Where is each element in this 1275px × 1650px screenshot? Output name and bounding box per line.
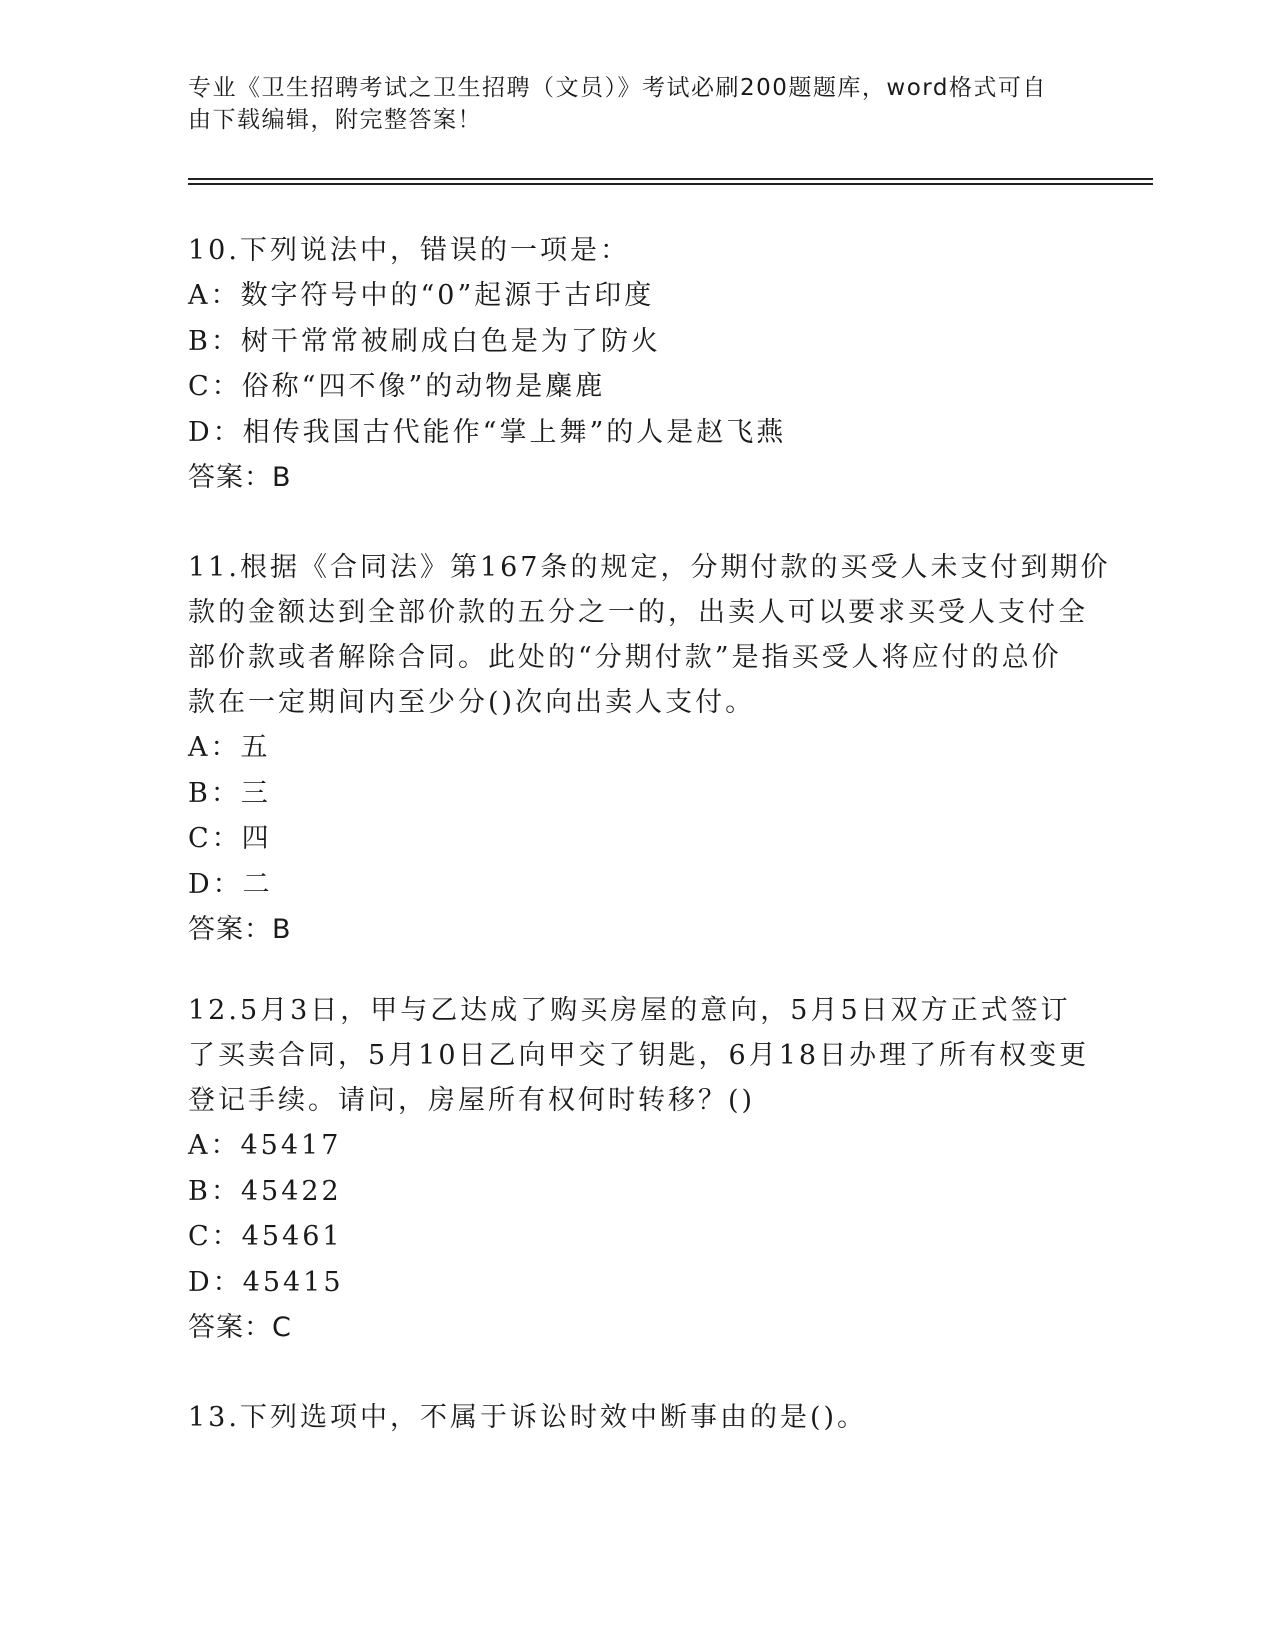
answer: 答案：B	[188, 914, 292, 945]
question-11	[188, 545, 1111, 953]
question-12	[188, 988, 1088, 1351]
question-text: 12.5月3日，甲与乙达成了购买房屋的意向，5月5日双方正式签订	[188, 995, 1071, 1026]
option-d: D：二	[188, 868, 273, 900]
option-a: A：数字符号中的“0”起源于古印度	[188, 280, 655, 311]
answer: 答案：B	[188, 462, 292, 493]
header-line-1: 专业《卫生招聘考试之卫生招聘（文员）》考试必刷200题题库，word格式可自	[188, 75, 1047, 101]
answer: 答案：C	[188, 1312, 292, 1343]
header-divider-top	[188, 178, 1153, 180]
option-d: D：45415	[188, 1266, 344, 1298]
question-text: 10.下列说法中，错误的一项是：	[188, 235, 630, 266]
option-c: C：俗称“四不像”的动物是麋鹿	[188, 371, 606, 402]
option-d: D：相传我国古代能作“掌上舞”的人是赵飞燕	[188, 416, 787, 448]
question-text: 款在一定期间内至少分()次向出卖人支付。	[188, 687, 756, 718]
option-c: C：四	[188, 823, 272, 854]
option-a: A：45417	[188, 1130, 342, 1161]
question-text: 了买卖合同，5月10日乙向甲交了钥匙，6月18日办理了所有权变更	[188, 1040, 1090, 1071]
question-text: 13.下列选项中，不属于诉讼时效中断事由的是()。	[188, 1402, 868, 1433]
question-text: 部价款或者解除合同。此处的“分期付款”是指买受人将应付的总价	[188, 642, 1062, 673]
question-10	[188, 228, 1088, 501]
header-line-2: 由下载编辑，附完整答案！	[188, 107, 482, 133]
option-b: B：树干常常被刷成白色是为了防火	[188, 325, 661, 357]
question-13	[188, 1395, 1088, 1440]
question-text: 11.根据《合同法》第167条的规定，分期付款的买受人未支付到期价	[188, 552, 1111, 583]
document-header	[188, 72, 1068, 136]
option-b: B：三	[188, 777, 271, 809]
option-a: A：五	[188, 732, 271, 763]
header-divider-bottom	[188, 183, 1153, 185]
option-c: C：45461	[188, 1221, 343, 1252]
question-text: 登记手续。请问，房屋所有权何时转移？()	[188, 1085, 756, 1116]
option-b: B：45422	[188, 1175, 342, 1207]
question-text: 款的金额达到全部价款的五分之一的，出卖人可以要求买受人支付全	[188, 597, 1088, 628]
